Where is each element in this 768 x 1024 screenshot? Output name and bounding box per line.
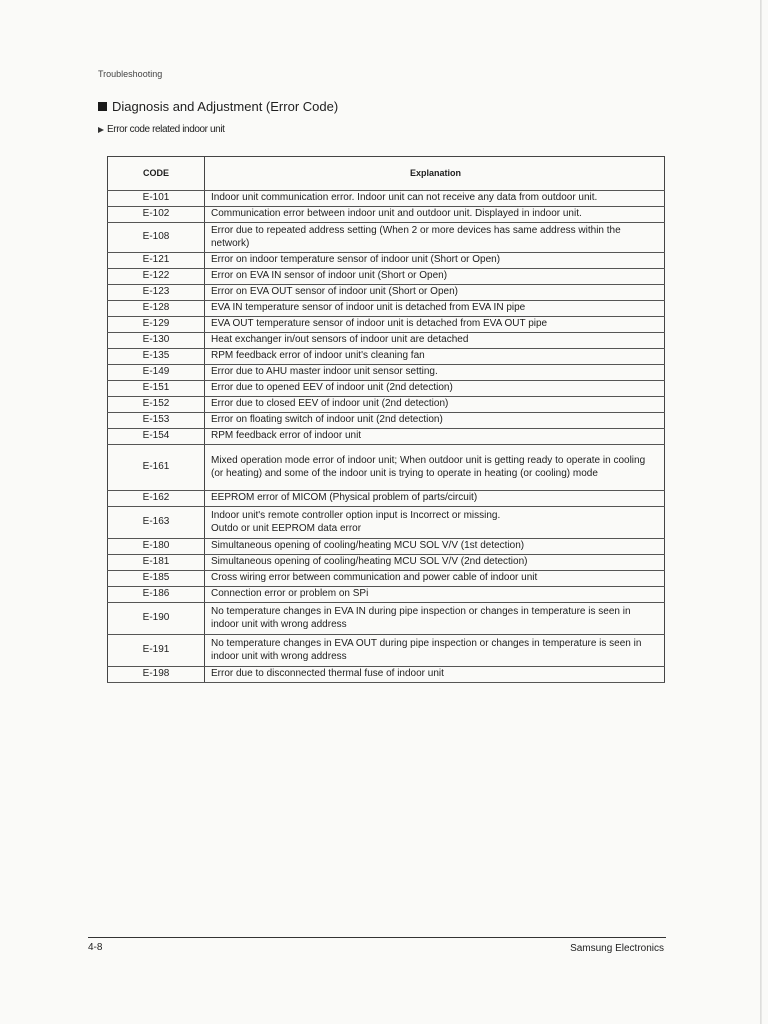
explanation-cell: Indoor unit communication error. Indoor unit can not receive any data from outdoor unit. (205, 191, 665, 207)
error-code-cell: E-185 (108, 571, 205, 587)
error-code-cell: E-186 (108, 587, 205, 603)
error-code-cell: E-122 (108, 269, 205, 285)
explanation-cell: Error on EVA OUT sensor of indoor unit (Short or Open) (205, 285, 665, 301)
explanation-cell: EEPROM error of MICOM (Physical problem of parts/circuit) (205, 491, 665, 507)
explanation-cell: Error due to closed EEV of indoor unit (2nd detection) (205, 397, 665, 413)
table-row (108, 223, 665, 253)
explanation-cell: Cross wiring error between communication and power cable of indoor unit (205, 571, 665, 587)
explanation-cell: Connection error or problem on SPi (205, 587, 665, 603)
table-row (108, 413, 665, 429)
table-row (108, 539, 665, 555)
page-title-text: Diagnosis and Adjustment (Error Code) (112, 99, 339, 114)
table-row (108, 555, 665, 571)
error-code-cell: E-198 (108, 667, 205, 683)
table-row (108, 491, 665, 507)
table-row (108, 191, 665, 207)
explanation-cell: No temperature changes in EVA OUT during pipe inspection or changes in temperature is seen in indoor unit with wrong address (205, 635, 665, 667)
error-code-cell: E-180 (108, 539, 205, 555)
triangle-bullet-icon (98, 127, 104, 133)
error-code-cell: E-154 (108, 429, 205, 445)
error-code-cell: E-121 (108, 253, 205, 269)
table-row (108, 571, 665, 587)
table-row (108, 207, 665, 223)
table-row (108, 667, 665, 683)
error-code-cell: E-161 (108, 445, 205, 491)
error-code-cell: E-162 (108, 491, 205, 507)
section-label: Troubleshooting (98, 69, 163, 79)
error-code-cell: E-123 (108, 285, 205, 301)
explanation-cell: Error due to repeated address setting (When 2 or more devices has same address within the network) (205, 223, 665, 253)
table-row (108, 269, 665, 285)
explanation-cell: Error due to disconnected thermal fuse of indoor unit (205, 667, 665, 683)
company-name: Samsung Electronics (570, 943, 664, 954)
table-row (108, 445, 665, 491)
sub-heading-text: Error code related indoor unit (107, 124, 225, 135)
error-code-cell: E-153 (108, 413, 205, 429)
error-code-cell: E-135 (108, 349, 205, 365)
error-code-cell: E-101 (108, 191, 205, 207)
explanation-cell: Simultaneous opening of cooling/heating MCU SOL V/V (1st detection) (205, 539, 665, 555)
explanation-cell: Error on EVA IN sensor of indoor unit (Short or Open) (205, 269, 665, 285)
table-row (108, 507, 665, 539)
error-code-cell: E-128 (108, 301, 205, 317)
error-code-cell: E-152 (108, 397, 205, 413)
table-row (108, 333, 665, 349)
table-row (108, 587, 665, 603)
table-row (108, 253, 665, 269)
error-code-cell: E-191 (108, 635, 205, 667)
page-number: 4-8 (88, 942, 103, 953)
page-title (98, 99, 338, 114)
explanation-cell: Error on floating switch of indoor unit (2nd detection) (205, 413, 665, 429)
error-code-cell: E-181 (108, 555, 205, 571)
table-row (108, 603, 665, 635)
error-code-cell: E-130 (108, 333, 205, 349)
page-edge (760, 0, 762, 1024)
table-body (108, 191, 665, 683)
column-header-explanation: Explanation (205, 157, 665, 191)
table-row (108, 397, 665, 413)
table-row (108, 317, 665, 333)
error-code-table (107, 156, 665, 683)
error-code-cell: E-163 (108, 507, 205, 539)
explanation-cell: Simultaneous opening of cooling/heating MCU SOL V/V (2nd detection) (205, 555, 665, 571)
explanation-cell: Error on indoor temperature sensor of indoor unit (Short or Open) (205, 253, 665, 269)
square-bullet-icon (98, 102, 107, 111)
explanation-cell: Mixed operation mode error of indoor unit; When outdoor unit is getting ready to operate in cooling (or heating) and some of the indoor unit is trying to operate in heating (or cooling) mode (205, 445, 665, 491)
explanation-cell: Heat exchanger in/out sensors of indoor unit are detached (205, 333, 665, 349)
table-row (108, 349, 665, 365)
explanation-cell: Communication error between indoor unit and outdoor unit. Displayed in indoor unit. (205, 207, 665, 223)
explanation-cell: EVA OUT temperature sensor of indoor unit is detached from EVA OUT pipe (205, 317, 665, 333)
footer-rule (88, 937, 666, 938)
error-code-cell: E-108 (108, 223, 205, 253)
explanation-cell: Indoor unit's remote controller option input is Incorrect or missing. Outdo or unit EEPROM data error (205, 507, 665, 539)
table-row (108, 301, 665, 317)
explanation-cell: Error due to AHU master indoor unit sensor setting. (205, 365, 665, 381)
table-row (108, 365, 665, 381)
table-row (108, 285, 665, 301)
error-code-cell: E-190 (108, 603, 205, 635)
explanation-cell: EVA IN temperature sensor of indoor unit is detached from EVA IN pipe (205, 301, 665, 317)
error-code-cell: E-149 (108, 365, 205, 381)
explanation-cell: Error due to opened EEV of indoor unit (2nd detection) (205, 381, 665, 397)
error-code-cell: E-151 (108, 381, 205, 397)
table-row (108, 635, 665, 667)
error-code-cell: E-129 (108, 317, 205, 333)
error-code-cell: E-102 (108, 207, 205, 223)
explanation-cell: RPM feedback error of indoor unit (205, 429, 665, 445)
explanation-cell: No temperature changes in EVA IN during pipe inspection or changes in temperature is seen in indoor unit with wrong address (205, 603, 665, 635)
sub-heading (98, 124, 225, 135)
table-row (108, 429, 665, 445)
table-header-row (108, 157, 665, 191)
column-header-code: CODE (108, 157, 205, 191)
explanation-cell: RPM feedback error of indoor unit's cleaning fan (205, 349, 665, 365)
table-row (108, 381, 665, 397)
